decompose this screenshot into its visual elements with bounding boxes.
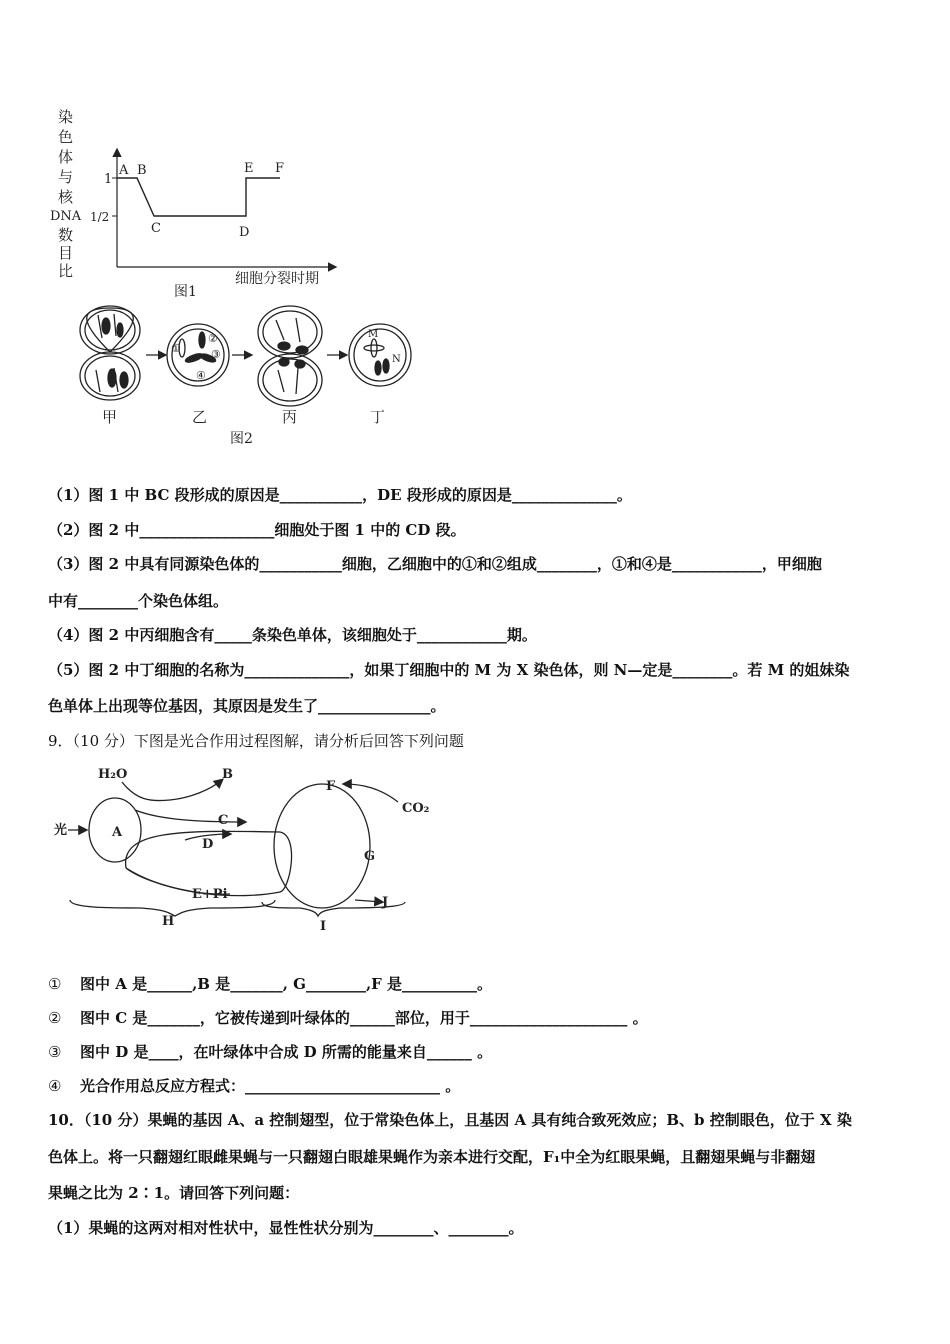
mark-3: ③ [211,348,221,361]
ylabel-char: DNA [50,209,82,224]
q9-item-text: 图中 C 是_______，它被传递到叶绿体的______部位，用于_____________________ 。 [80,1009,648,1027]
label-f: F [326,779,336,794]
label-c: C [218,813,229,828]
cell-label-bing: 丙 [282,408,298,426]
figure-1-caption: 图1 [174,284,197,300]
ylabel-char: 染 [58,108,74,126]
q9-item-text: 光合作用总反应方程式：__________________________ 。 [80,1077,461,1095]
mark-2: ② [208,332,218,345]
q10-sub-1: （1）果蝇的这两对相对性状中，显性性状分别为________、________。 [48,1219,524,1237]
label-g: G [364,849,376,864]
ylabel-char: 体 [58,148,74,166]
cell-jia [80,306,140,400]
cell-label-jia: 甲 [102,408,118,426]
q10-line-1: 10．（10 分）果蝇的基因 A、a 控制翅型，位于常染色体上，且基因 A 具有纯合致死效应；B、b 控制眼色，位于 X 染 [48,1111,852,1129]
q8-item-5-line1: （5）图 2 中丁细胞的名称为______________，如果丁细胞中的 M 为 X 染色体，则 N—定是________。若 M 的姐妹染 [48,661,850,679]
ylabel-char: 目 [58,244,74,262]
point-label-f: F [275,161,285,176]
figure-1-chart [50,100,370,300]
tick-1: 1 [104,172,113,187]
figure-2-cells [70,300,430,450]
q9-item-number: ③ [48,1043,62,1061]
label-co2: CO₂ [402,801,430,816]
label-a: A [112,825,123,840]
x-axis-label: 细胞分裂时期 [235,271,319,287]
q9-item [48,1041,492,1062]
q9-item [48,1007,648,1028]
q8-item-3-line1: （3）图 2 中具有同源染色体的___________细胞，乙细胞中的①和②组成________，①和④是____________，甲细胞 [48,555,822,573]
q10-line-3: 果蝇之比为 2∶1。请回答下列问题： [48,1184,300,1202]
q8-item-4: （4）图 2 中丙细胞含有_____条染色单体，该细胞处于____________期。 [48,626,537,644]
point-label-e: E [244,161,254,176]
label-h: H [162,914,175,929]
q9-item-text: 图中 D 是____，在叶绿体中合成 D 所需的能量来自______ 。 [80,1043,493,1061]
tick-half: 1/2 [90,210,110,224]
chart-line [117,178,280,216]
point-label-a: A [119,163,129,178]
cell-bing [258,306,322,406]
point-label-d: D [239,225,250,240]
q8-item-1: （1）图 1 中 BC 段形成的原因是___________，DE 段形成的原因是______________。 [48,486,632,504]
cell-label-yi: 乙 [192,408,208,426]
q10-line-2: 色体上。将一只翻翅红眼雌果蝇与一只翻翅白眼雄果蝇作为亲本进行交配，F₁中全为红眼果蝇，且翻翅果蝇与非翻翅 [48,1148,816,1166]
mark-n: N [392,354,401,365]
label-light: 光 [54,823,68,838]
mark-m: M [368,329,379,340]
label-ep: E+Pi [192,887,228,902]
q9-item-number: ④ [48,1077,62,1095]
q8-item-2: （2）图 2 中__________________细胞处于图 1 中的 CD 段。 [48,521,466,539]
label-i: I [320,919,327,934]
mark-4: ④ [196,369,206,382]
q8-item-3-line2: 中有________个染色体组。 [48,592,229,610]
q9-item-number: ① [48,975,62,993]
point-label-c: C [151,221,161,236]
cell-ding [349,324,411,386]
ylabel-char: 数 [58,226,74,244]
q9-item [48,973,492,994]
label-d: D [202,837,214,852]
point-label-b: B [137,163,147,178]
q9-item [48,1075,460,1096]
ylabel-char: 色 [58,128,74,146]
cell-label-ding: 丁 [370,408,386,426]
figure-2-caption: 图2 [230,431,253,447]
label-j: J [382,895,389,910]
ylabel-char: 比 [58,262,74,280]
q8-item-5-line2: 色单体上出现等位基因，其原因是发生了_______________。 [48,697,446,715]
q9-item-text: 图中 A 是______,B 是_______, G________,F 是__________。 [80,975,493,993]
photosynthesis-diagram [50,760,430,940]
label-h2o: H₂O [98,767,128,782]
ylabel-char: 与 [58,168,74,186]
mark-1: ① [171,342,181,355]
ylabel-char: 核 [58,188,74,206]
label-b: B [222,767,233,782]
q9-title: 9．（10 分）下图是光合作用过程图解，请分析后回答下列问题 [48,732,464,750]
q9-item-number: ② [48,1009,62,1027]
